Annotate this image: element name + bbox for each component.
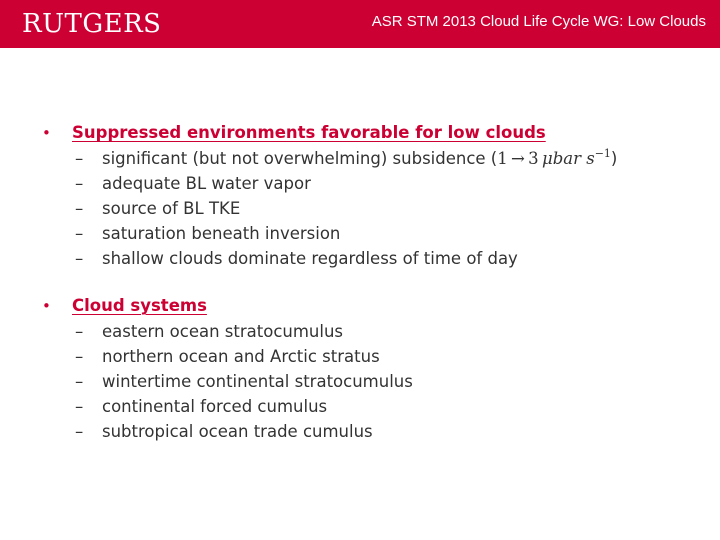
bullet-row <box>40 293 710 319</box>
list-item <box>75 171 710 196</box>
list-item <box>75 369 710 394</box>
list-item <box>75 344 710 369</box>
list-item <box>75 221 710 246</box>
section-cloud-systems <box>40 293 710 444</box>
math-expression <box>497 149 611 168</box>
section-heading: Suppressed environments favorable for low clouds <box>72 123 546 142</box>
list-item-text <box>102 146 617 171</box>
list-item-text: eastern ocean stratocumulus <box>102 322 344 341</box>
header-bar <box>0 0 720 48</box>
list-item-text: saturation beneath inversion <box>102 224 341 243</box>
list-item-text: adequate BL water vapor <box>102 174 311 193</box>
list-item-text: continental forced cumulus <box>102 397 328 416</box>
dash-glyph: – <box>75 322 84 341</box>
math-exponent: −1 <box>594 147 611 160</box>
dash-glyph: – <box>75 372 84 391</box>
list-item <box>75 196 710 221</box>
list-item-text: shallow clouds dominate regardless of time of day <box>102 249 518 268</box>
list-item <box>75 319 710 344</box>
slide-header-title: ASR STM 2013 Cloud Life Cycle WG: Low Clouds <box>371 13 706 30</box>
list-item-text: northern ocean and Arctic stratus <box>102 347 380 366</box>
list-item-label: significant (but not overwhelming) subsidence ( <box>102 149 498 168</box>
dash-glyph: – <box>75 249 84 268</box>
math-close: ) <box>610 149 618 168</box>
math-arrow: → <box>511 149 525 168</box>
dash-glyph: – <box>75 199 84 218</box>
list-item <box>75 394 710 419</box>
dash-glyph: – <box>75 174 84 193</box>
rutgers-logo: RUTGERS <box>22 9 162 39</box>
list-item <box>75 246 710 271</box>
list-item <box>75 419 710 444</box>
math-unit: μbar s <box>541 149 595 168</box>
slide-content <box>40 120 710 466</box>
bullet-row <box>40 120 710 146</box>
dash-glyph: – <box>75 422 84 441</box>
math-from: 1 <box>497 149 508 168</box>
dash-glyph: – <box>75 347 84 366</box>
list-item-text: source of BL TKE <box>102 199 241 218</box>
bullet-glyph: • <box>42 297 51 315</box>
section-heading: Cloud systems <box>72 296 207 315</box>
list-item <box>75 146 710 171</box>
section-suppressed-environments <box>40 120 710 271</box>
dash-glyph: – <box>75 224 84 243</box>
list-item-text: wintertime continental stratocumulus <box>102 372 413 391</box>
list-item-text: subtropical ocean trade cumulus <box>102 422 373 441</box>
math-to: 3 <box>528 149 539 168</box>
dash-glyph: – <box>75 149 84 168</box>
bullet-glyph: • <box>42 124 51 142</box>
dash-glyph: – <box>75 397 84 416</box>
